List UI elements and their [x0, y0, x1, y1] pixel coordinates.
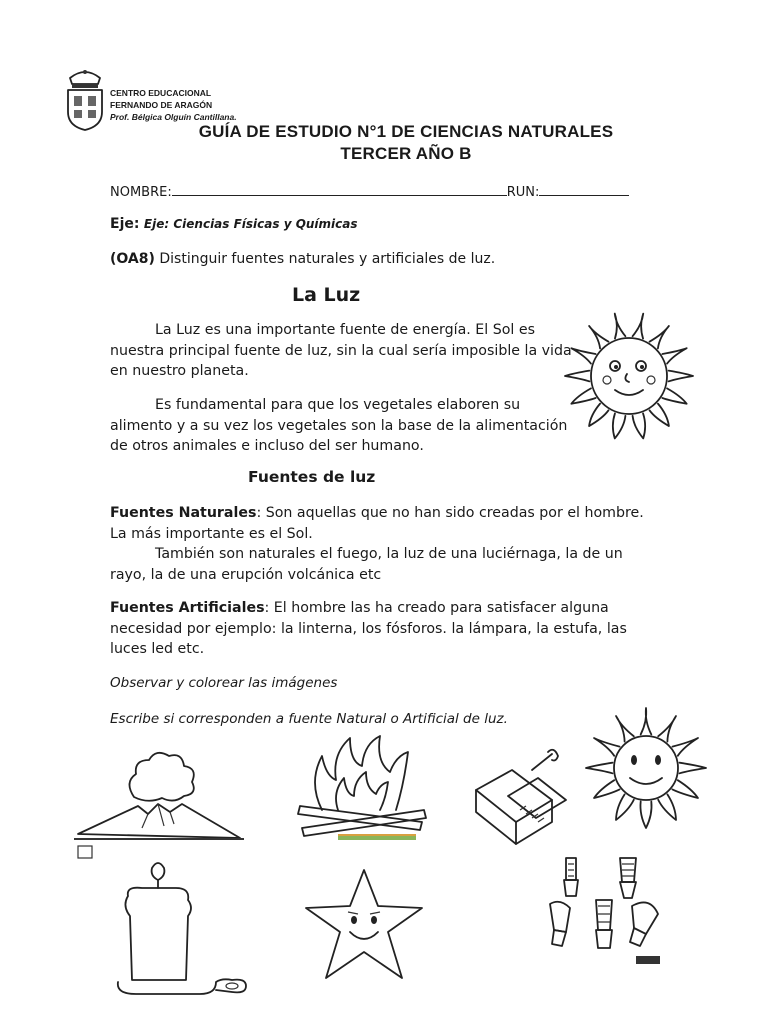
sun-ray	[571, 348, 595, 363]
objective-line	[110, 251, 495, 267]
sun-ray	[672, 738, 698, 756]
sun-ray	[641, 708, 652, 734]
sun-ray	[662, 388, 686, 403]
objective-code: (OA8)	[110, 251, 155, 267]
volcano-icon	[74, 742, 244, 862]
section-heading-fuentes: Fuentes de luz	[248, 468, 376, 486]
sun-ray	[680, 763, 706, 774]
sun-ray	[669, 371, 693, 382]
axis-value: Eje: Ciencias Físicas y Químicas	[143, 217, 358, 231]
naturales-more: También son naturales el fuego, la luz de una luciérnaga, la de un rayo, la de una erupción volcánica etc	[110, 546, 623, 583]
axis-label: Eje:	[110, 216, 140, 232]
candle-icon	[112, 860, 260, 1010]
axis-line	[110, 216, 358, 232]
school-name-line2: FERNANDO DE ARAGÓN	[110, 100, 213, 110]
paragraph-artificiales	[110, 598, 660, 660]
sun-ray	[594, 780, 620, 798]
name-label: NOMBRE:	[110, 185, 172, 200]
instruction-write: Escribe si corresponden a fuente Natural o Artificial de luz.	[110, 711, 508, 727]
section-heading-luz: La Luz	[292, 284, 361, 306]
sun-ray	[616, 794, 634, 820]
sun-ray	[594, 738, 620, 756]
campfire-icon	[292, 732, 432, 844]
sun-ray	[662, 348, 686, 363]
sun-ray	[613, 413, 626, 438]
sun-ray	[586, 763, 612, 774]
sun-ray	[565, 371, 589, 382]
sun-ray	[658, 794, 676, 820]
star-icon	[298, 866, 430, 986]
sun-ray	[658, 716, 676, 742]
sun-ray	[640, 802, 651, 828]
school-name-line1: CENTRO EDUCACIONAL	[110, 88, 212, 98]
page-title: GUÍA DE ESTUDIO N°1 DE CIENCIAS NATURALES	[198, 122, 614, 141]
paragraph-luz-1-text: La Luz es una importante fuente de energía. El Sol es nuestra principal fuente de luz, sin la cual sería imposible la vida en nuestro planeta.	[110, 322, 572, 379]
paragraph-luz-2-text: Es fundamental para que los vegetales elaboren su alimento y a su vez los vegetales son la base de la alimentación de otros animales e incluso del ser humano.	[110, 397, 568, 454]
objective-text: Distinguir fuentes naturales y artificiales de luz.	[159, 251, 496, 267]
paragraph-luz-1	[110, 320, 578, 382]
page-subtitle: TERCER AÑO B	[340, 144, 472, 163]
school-crest-icon	[62, 64, 108, 132]
artificiales-text: : El hombre las ha creado para satisfacer alguna necesidad por ejemplo: la linterna, los fósforos. la lámpara, la estufa, las luces led etc.	[110, 600, 627, 657]
sun-ray	[633, 314, 644, 339]
name-field[interactable]	[172, 181, 507, 196]
sun-icon	[580, 704, 712, 834]
sun-ray	[571, 388, 595, 403]
sun-ray	[616, 716, 634, 742]
teacher-name: Prof. Bélgica Olguín Cantillana.	[110, 112, 237, 122]
light-bulbs-icon	[546, 852, 670, 968]
paragraph-naturales	[110, 503, 650, 585]
smiling-sun-icon	[563, 298, 695, 456]
paragraph-luz-2	[110, 395, 578, 457]
sun-ray	[672, 780, 698, 798]
instruction-observe: Observar y colorear las imágenes	[110, 675, 338, 691]
name-run-row	[110, 181, 670, 200]
naturales-text: : Son aquellas que no han sido creadas por el hombre. La más importante es el Sol.	[110, 505, 644, 542]
run-label: RUN:	[506, 185, 540, 200]
school-header	[110, 87, 237, 123]
sun-ray	[633, 413, 646, 438]
sun-ray	[615, 314, 626, 339]
matchbox-icon	[468, 748, 578, 860]
artificiales-label: Fuentes Artificiales	[110, 600, 265, 616]
run-field[interactable]	[539, 181, 629, 196]
naturales-label: Fuentes Naturales	[110, 505, 257, 521]
